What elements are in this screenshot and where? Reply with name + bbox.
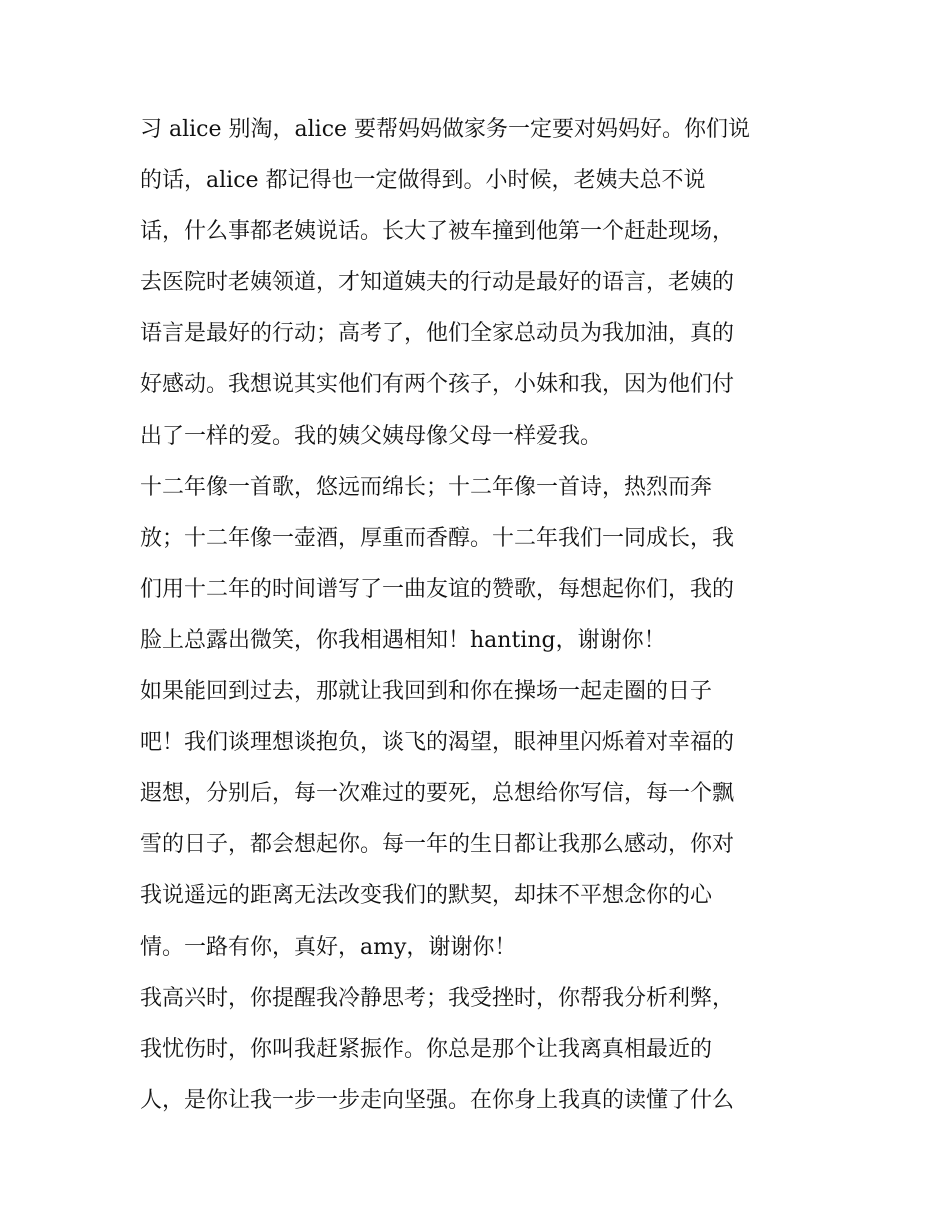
text-line: 如果能回到过去，那就让我回到和你在操场一起走圈的日子 — [140, 679, 713, 705]
text-line: 我高兴时，你提醒我冷静思考；我受挫时，你帮我分析利弊， — [140, 985, 735, 1011]
text-line: 话，什么事都老姨说话。长大了被车撞到他第一个赶赴现场， — [140, 219, 735, 245]
text-line: 遐想，分别后，每一次难过的要死，总想给你写信，每一个飘 — [140, 781, 735, 807]
text-line: 我忧伤时，你叫我赶紧振作。你总是那个让我离真相最近的 — [140, 1036, 713, 1062]
text-line: 十二年像一首歌，悠远而绵长；十二年像一首诗，热烈而奔 — [140, 474, 713, 500]
text-line: 放；十二年像一壶酒，厚重而香醇。十二年我们一同成长，我 — [140, 525, 735, 551]
text-line: 我说遥远的距离无法改变我们的默契，却抹不平想念你的心 — [140, 883, 713, 909]
text-line: 去医院时老姨领道，才知道姨夫的行动是最好的语言，老姨的 — [140, 270, 735, 296]
text-line: 出了一样的爱。我的姨父姨母像父母一样爱我。 — [140, 423, 603, 449]
text-line: 语言是最好的行动；高考了，他们全家总动员为我加油，真的 — [140, 321, 735, 347]
text-line: 情。一路有你，真好，amy，谢谢你！ — [140, 934, 517, 960]
body-text — [140, 104, 812, 1126]
text-line: 雪的日子，都会想起你。每一年的生日都让我那么感动，你对 — [140, 832, 735, 858]
text-line: 们用十二年的时间谱写了一曲友谊的赞歌，每想起你们，我的 — [140, 576, 735, 602]
text-line: 的话，alice 都记得也一定做得到。小时候，老姨夫总不说 — [140, 168, 706, 194]
text-line: 人，是你让我一步一步走向坚强。在你身上我真的读懂了什么 — [140, 1087, 735, 1113]
text-line: 脸上总露出微笑，你我相遇相知！hanting，谢谢你！ — [140, 627, 666, 653]
text-line: 好感动。我想说其实他们有两个孩子，小妹和我，因为他们付 — [140, 372, 735, 398]
text-line: 吧！我们谈理想谈抱负，谈飞的渴望，眼神里闪烁着对幸福的 — [140, 730, 735, 756]
text-line: 习 alice 别淘，alice 要帮妈妈做家务一定要对妈妈好。你们说 — [140, 117, 751, 142]
